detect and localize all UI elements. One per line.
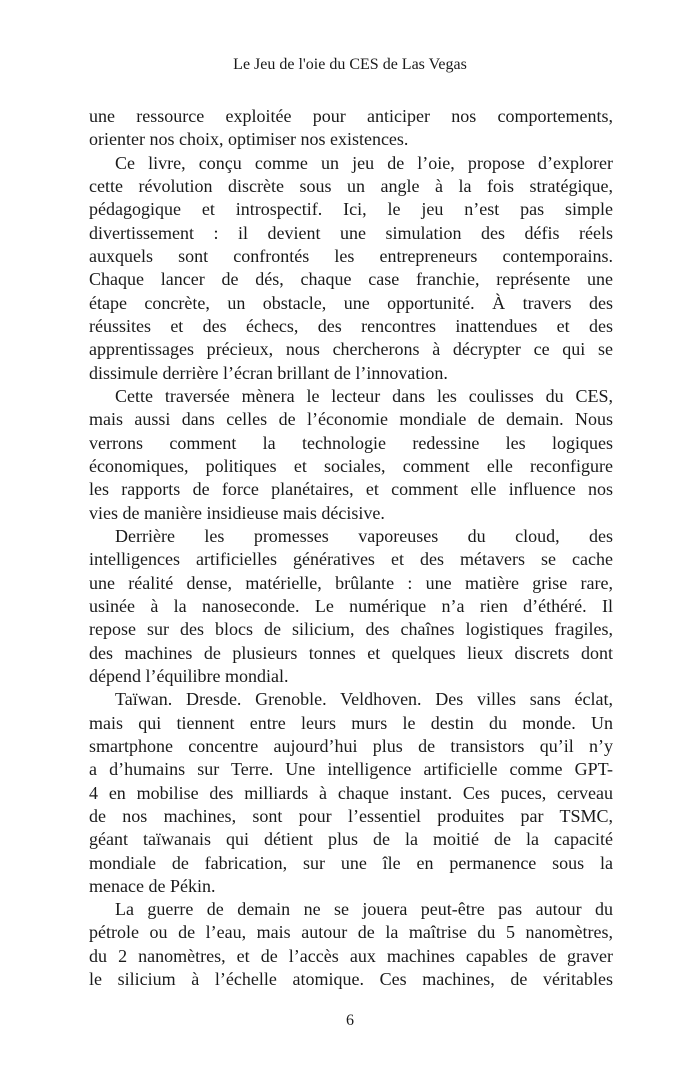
text-line: du 2 nanomètres, et de l’accès aux machines capables de graver — [89, 945, 613, 966]
text-line: divertissement : il devient une simulation des défis réels — [89, 222, 613, 243]
text-line: une ressource exploitée pour anticiper nos comportements, — [89, 106, 613, 126]
paragraph — [89, 688, 613, 898]
text-line: Derrière les promesses vaporeuses du cloud, des — [115, 525, 613, 546]
text-line: de nos machines, sont pour l’essentiel produites par TSMC, — [89, 805, 613, 826]
text-line: dissimule derrière l’écran brillant de l’innovation. — [89, 362, 448, 383]
running-header: Le Jeu de l'oie du CES de Las Vegas — [233, 56, 467, 73]
text-line: une réalité dense, matérielle, brûlante : une matière grise rare, — [89, 572, 613, 593]
paragraph — [89, 152, 613, 385]
text-line: étape concrète, un obstacle, une opportunité. À travers des — [89, 292, 613, 313]
text-line: pétrole ou de l’eau, mais autour de la maîtrise du 5 nanomètres, — [89, 922, 613, 943]
text-line: réussites et des échecs, des rencontres inattendues et des — [89, 315, 613, 336]
text-line: géant taïwanais qui détient plus de la moitié de la capacité — [89, 829, 613, 850]
text-line: a d’humains sur Terre. Une intelligence artificielle comme GPT- — [89, 759, 613, 780]
text-line: smartphone concentre aujourd’hui plus de transistors qu’il n’y — [89, 735, 613, 756]
text-line: usinée à la nanoseconde. Le numérique n’a rien d’éthéré. Il — [89, 595, 613, 616]
text-line: Chaque lancer de dés, chaque case franchie, représente une — [89, 269, 613, 290]
text-line: cette révolution discrète sous un angle à la fois stratégique, — [89, 175, 613, 196]
body-text — [89, 105, 613, 991]
paragraph — [89, 525, 613, 688]
text-line: mais aussi dans celles de l’économie mondiale de demain. Nous — [89, 409, 613, 430]
text-line: 4 en mobilise des milliards à chaque instant. Ces puces, cerveau — [89, 782, 613, 803]
text-line: intelligences artificielles génératives et des métavers se cache — [89, 549, 613, 570]
text-line: vies de manière insidieuse mais décisive. — [89, 502, 385, 523]
text-line: Cette traversée mènera le lecteur dans les coulisses du CES, — [115, 385, 613, 406]
paragraph — [89, 898, 613, 991]
text-line: orienter nos choix, optimiser nos existences. — [89, 129, 409, 150]
text-line: verrons comment la technologie redessine les logiques — [89, 432, 613, 453]
text-line: les rapports de force planétaires, et comment elle influence nos — [89, 479, 613, 500]
text-line: auxquels sont confrontés les entrepreneurs contemporains. — [89, 245, 613, 266]
text-line: mais qui tiennent entre leurs murs le destin du monde. Un — [89, 712, 613, 733]
text-line: menace de Pékin. — [89, 875, 216, 896]
text-line: Ce livre, conçu comme un jeu de l’oie, propose d’explorer — [115, 152, 613, 173]
text-line: dépend l’équilibre mondial. — [89, 665, 289, 686]
text-line: économiques, politiques et sociales, comment elle reconfigure — [89, 455, 613, 476]
text-line: La guerre de demain ne se jouera peut-être pas autour du — [115, 899, 613, 920]
text-line: mondiale de fabrication, sur une île en permanence sous la — [89, 852, 613, 873]
text-line: pédagogique et introspectif. Ici, le jeu n’est pas simple — [89, 199, 613, 220]
text-line: Taïwan. Dresde. Grenoble. Veldhoven. Des villes sans éclat, — [115, 689, 613, 710]
text-line: le silicium à l’échelle atomique. Ces machines, de véritables — [89, 969, 613, 990]
text-line: apprentissages précieux, nous chercherons à décrypter ce qui se — [89, 339, 613, 360]
page-number: 6 — [346, 1012, 354, 1029]
text-line: repose sur des blocs de silicium, des chaînes logistiques fragiles, — [89, 619, 613, 640]
text-line: des machines de plusieurs tonnes et quelques lieux discrets dont — [89, 642, 613, 663]
paragraph — [89, 385, 613, 525]
paragraph — [89, 105, 613, 152]
